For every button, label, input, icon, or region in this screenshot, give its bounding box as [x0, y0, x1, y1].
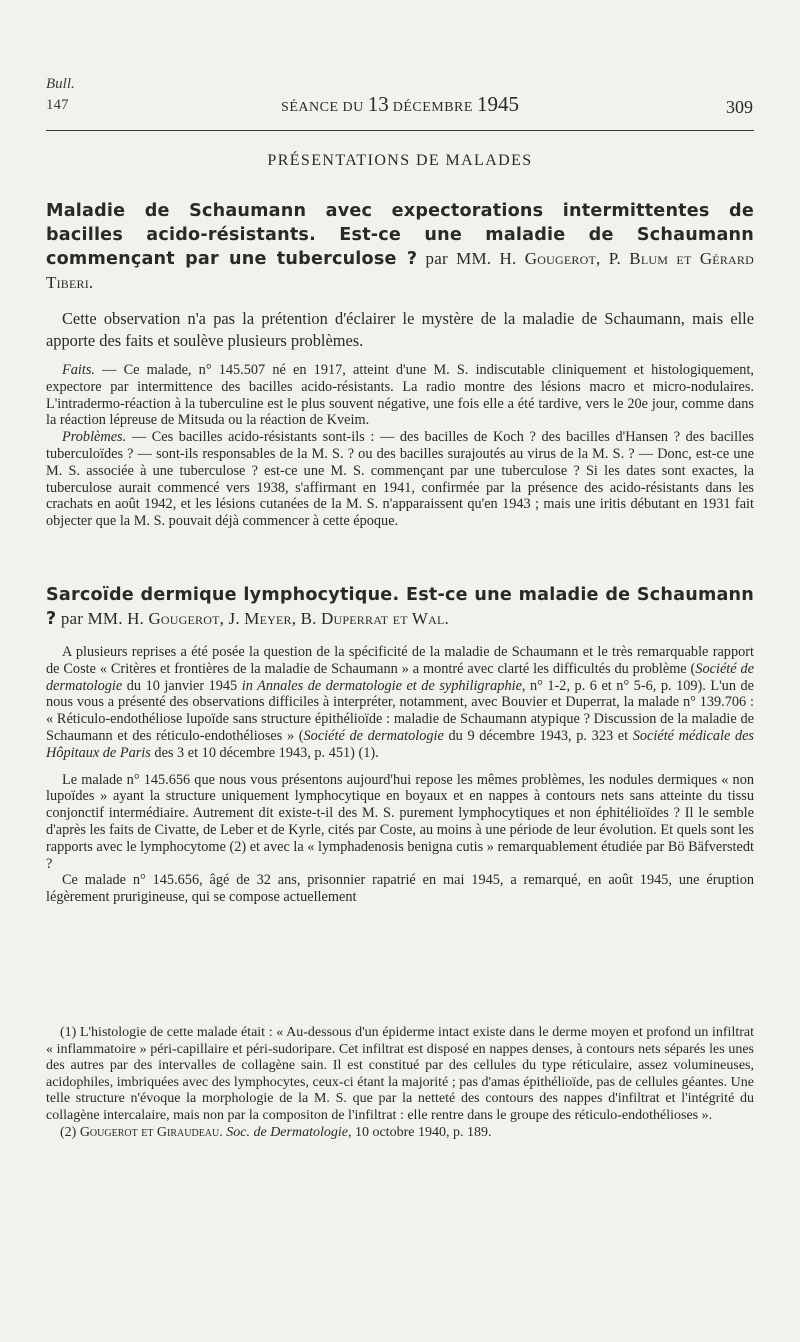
footnote-2 — [46, 1125, 754, 1142]
p1-citation-4: Société médicale des Hôpitaux de Paris — [46, 727, 754, 761]
article2-paragraph-2: Le malade n° 145.656 que nous vous présentons aujourd'hui repose les mêmes problèmes, les nodules dermiques « non lupoïdes » ayant la structure uniquement lymphocytique en boyaux et en nappes à contours nets sans atteinte du tissu conjonctif intermédiaire. Autrement dit existe-t-il des M. S. purement lymphocytiques et non éphitélioïdes ? Il le semble d'après les faits de Civatte, de Leber et de Kyrle, cités par Coste, au moins à une période de leur évolution. Et quels sont les rapports avec le lymphocytome (2) et avec la « lymphadenosis benigna cutis » remarquablement étudiée par Bö Bäfverstedt ? — [46, 771, 754, 872]
footnote-1: (1) L'histologie de cette malade était : « Au-dessous d'un épiderme intact existe dans le derme moyen et profond un infiltrat « inflammatoire » péri-capillaire et péri-sudoripare. Cet infiltrat est disposé en nappes denses, à contours nets séparés les unes des autres par des intervalles de collagène sain. Il est constitué par des cellules du type réticulaire, assez volumineuses, acidophiles, imbriquées avec des lymphocytes, ceux-ci étant la majorité ; pas d'amas épithélioïde, pas de cellules géantes. Une telle structure n'évoque la morphologie de la M. S. que par la netteté des contours des nappes d'infiltrat et l'intégrité du collagène intercalaire, mais non par la compositon de l'infiltrat : elle rentre dans le groupe des réticulo-endothélioses ». — [46, 1025, 754, 1123]
p1-part-e: des 3 et 10 décembre 1943, p. 451) (1). — [150, 744, 379, 761]
article2-authors: H. Gougerot, J. Meyer, B. Duperrat et Wal. — [127, 609, 450, 628]
footnote-2-rest: , 10 octobre 1940, p. 189. — [347, 1125, 492, 1140]
page-number: 309 — [726, 97, 753, 117]
footnote-2-authors: (2) Gougerot et Giraudeau. — [60, 1125, 227, 1140]
running-head-day: 13 — [367, 92, 389, 116]
p1-citation-1: Société de dermatologie — [46, 660, 754, 694]
problems-text: — Ces bacilles acido-résistants sont-ils : — des bacilles de Koch ? des bacilles d'Hansen ? des bacilles tuberculoïdes ? — sont-ils responsables de la M. S. ? ou des bacilles surajoutés au virus de la M. S. ? — Donc, est-ce une M. S. associée à une tuberculose ? est-ce une M. S. commençant par une tuberculose ? Si les dates sont exactes, la tuberculose aurait commencé vers 1938, s'affirmant en 1941, confirmée par la présence des acido-résistants dans les crachats en août 1942, et les lésions cutanées de la M. S. n'apparaissent qu'en 1943 ; mais une iritis débutant en 1931 fait objecter que la M. S. pouvait déjà commencer à cette époque. — [46, 429, 754, 530]
footnote-2-citation: Soc. de Dermatologie — [226, 1125, 348, 1140]
article2-paragraph-1 — [46, 644, 754, 762]
running-head-year: 1945 — [476, 92, 519, 116]
p1-part-b: du 10 janvier 1945 — [122, 677, 242, 694]
article-schaumann-expectorations — [46, 199, 754, 530]
article2-title-block — [46, 583, 754, 631]
article-sarcoide-dermique — [46, 583, 754, 906]
facts-label: Faits. — [62, 362, 95, 378]
footnotes — [46, 1025, 754, 1142]
article1-facts — [46, 362, 754, 429]
volume-number: 147 — [46, 97, 69, 113]
p1-part-a: A plusieurs reprises a été posée la question de la spécificité de la maladie de Schaumann et le très remarquable rapport de Coste « Critères et frontières de la maladie de Schaumann » a montré avec clarté les difficultés du problème ( — [46, 644, 754, 677]
article1-intro: Cette observation n'a pas la prétention d'éclairer le mystère de la maladie de Schaumann, mais elle apporte des faits et soulève plusieurs problèmes. — [46, 309, 754, 350]
facts-text: — Ce malade, n° 145.507 né en 1917, atteint d'une M. S. indiscutable cliniquement et histologiquement, expectore par intermittence des bacilles acido-résistants. La radio montre des lésions macro et micro-nodulaires. L'intradermo-réaction à la tuberculine est le plus souvent négative, une fois elle a été tardive, vers le 20e jour, comme dans la réaction lépreuse de Mitsuda ou la réaction de Kveim. — [46, 362, 754, 429]
article1-title-block — [46, 199, 754, 294]
article1-title: Maladie de Schaumann avec expectorations intermittentes de bacilles acido-résistants. Est-ce une maladie de Schaumann commençant par une tuberculose ? — [46, 201, 754, 269]
running-head — [0, 92, 800, 117]
running-head-month: DÉCEMBRE — [392, 100, 473, 115]
problems-label: Problèmes. — [62, 429, 127, 446]
p1-citation-3: Société de dermatologie — [303, 727, 444, 744]
article2-title: Sarcoïde dermique lymphocytique. Est-ce une maladie de Schaumann ? — [46, 585, 754, 629]
article2-by: par MM. — [60, 609, 123, 628]
p1-part-c: , n° 1-2, p. 6 et n° 5-6, p. 109). L'un de nous vous a présenté des observations difficiles à interpréter, notamment, avec Bouvier et Duperrat, la malade n° 139.706 : « Réticulo-endothéliose lupoïde sans structure épithélioïde : maladie de Schaumann atypique ? Discussion de la maladie de Schaumann et des réticulo-endothélioses » ( — [46, 677, 754, 744]
article1-by: par MM. — [425, 249, 492, 268]
p1-citation-2: in Annales de dermatologie et de syphiligraphie — [241, 677, 522, 694]
section-title: PRÉSENTATIONS DE MALADES — [267, 152, 533, 169]
header-rule — [46, 130, 754, 131]
p1-part-d: du 9 décembre 1943, p. 323 et — [443, 727, 633, 744]
article1-problems — [46, 429, 754, 530]
bulletin-abbrev: Bull. — [46, 76, 75, 92]
article2-paragraph-3: Ce malade n° 145.656, âgé de 32 ans, prisonnier rapatrié en mai 1945, a remarqué, en août 1945, une éruption légèrement prurigineuse, qui se compose actuellement — [46, 872, 754, 906]
article1-authors: H. Gougerot, P. Blum et Gérard Tiberi. — [46, 249, 754, 292]
running-head-prefix: SÉANCE DU — [281, 100, 364, 115]
